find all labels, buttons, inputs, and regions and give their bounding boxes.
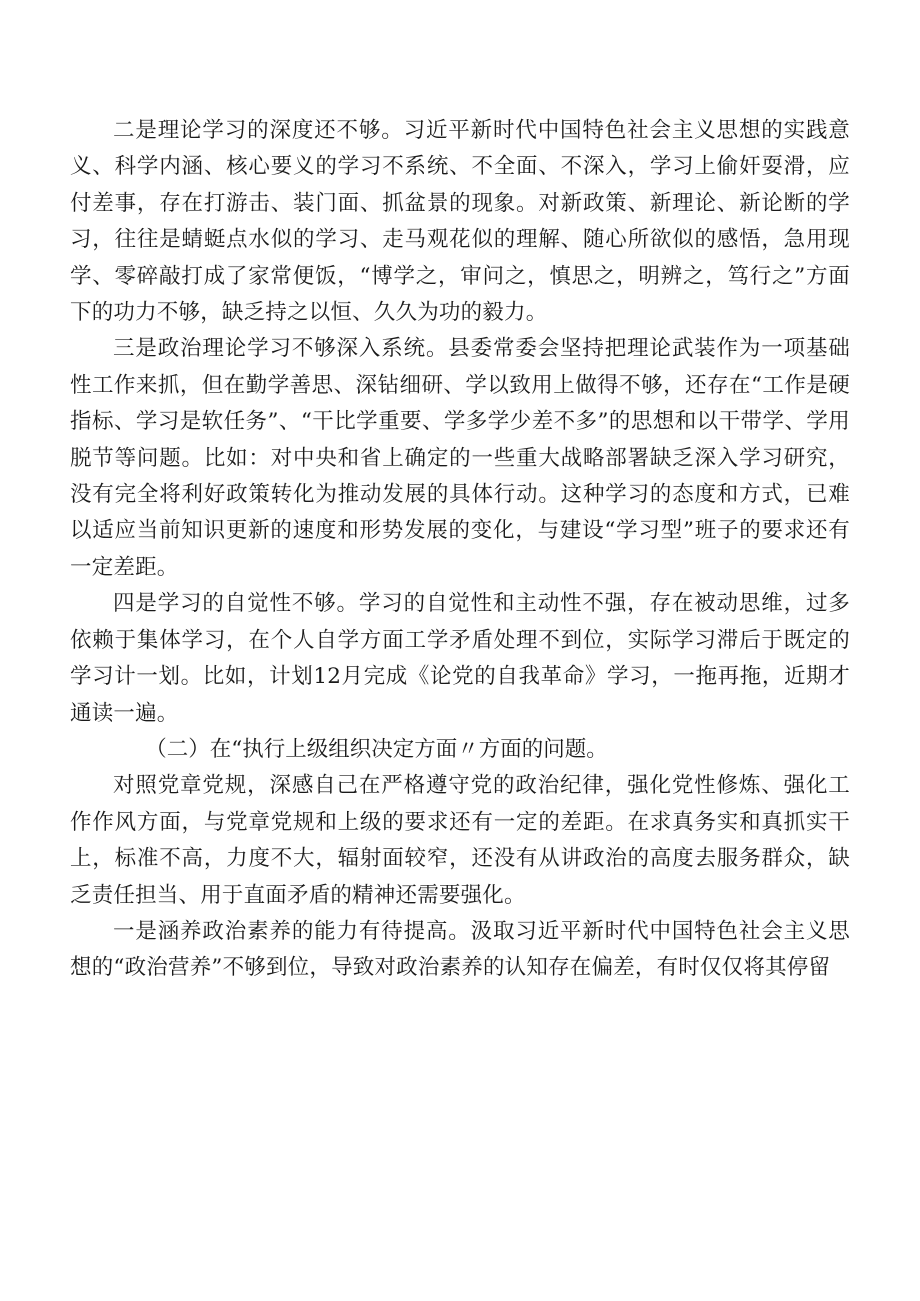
paragraph-theory-depth: 二是理论学习的深度还不够。习近平新时代中国特色社会主义思想的实践意义、科学内涵、核心要义的学习不系统、不全面、不深入，学习上偷奸耍滑，应付差事，存在打游击、装门面、抓盆景的现象。对新政策、新理论、新论断的学习，往往是蜻蜓点水似的学习、走马观花似的理解、随心所欲似的感悟，急用现学、零碎敲打成了家常便饭，“博学之，审问之，慎思之，明辨之，笃行之”方面下的功力不够，缺乏持之以恒、久久为功的毅力。 — [70, 118, 850, 326]
paragraph-political-literacy: 一是涵养政治素养的能力有待提高。汲取习近平新时代中国特色社会主义思想的“政治营养”不够到位，导致对政治素养的认知存在偏差，有时仅仅将其停留 — [70, 918, 850, 981]
paragraph-political-theory: 三是政治理论学习不够深入系统。县委常委会坚持把理论武装作为一项基础性工作来抓，但在勤学善思、深钻细研、学以致用上做得不够，还存在“工作是硬指标、学习是软任务”、“干比学重要、学多学少差不多”的思想和以干带学、学用脱节等问题。比如：对中央和省上确定的一些重大战略部署缺乏深入学习研究，没有完全将利好政策转化为推动发展的具体行动。这种学习的态度和方式，已难以适应当前知识更新的速度和形势发展的变化，与建设“学习型”班子的要求还有一定差距。 — [70, 336, 850, 580]
paragraph-party-discipline: 对照党章党规，深感自己在严格遵守党的政治纪律，强化党性修炼、强化工作作风方面，与党章党规和上级的要求还有一定的差距。在求真务实和真抓实干上，标准不高，力度不大，辐射面较窄，还没有从讲政治的高度去服务群众，缺乏责任担当、用于直面矛盾的精神还需要强化。 — [70, 773, 850, 908]
paragraph-self-awareness: 四是学习的自觉性不够。学习的自觉性和主动性不强，存在被动思维，过多依赖于集体学习，在个人自学方面工学矛盾处理不到位，实际学习滞后于既定的学习计一划。比如，计划12月完成《论党的自我革命》学习，一拖再拖，近期才通读一遍。 — [70, 591, 850, 726]
section-heading: （二）在“执行上级组织决定方面〃方面的问题。 — [145, 736, 608, 762]
